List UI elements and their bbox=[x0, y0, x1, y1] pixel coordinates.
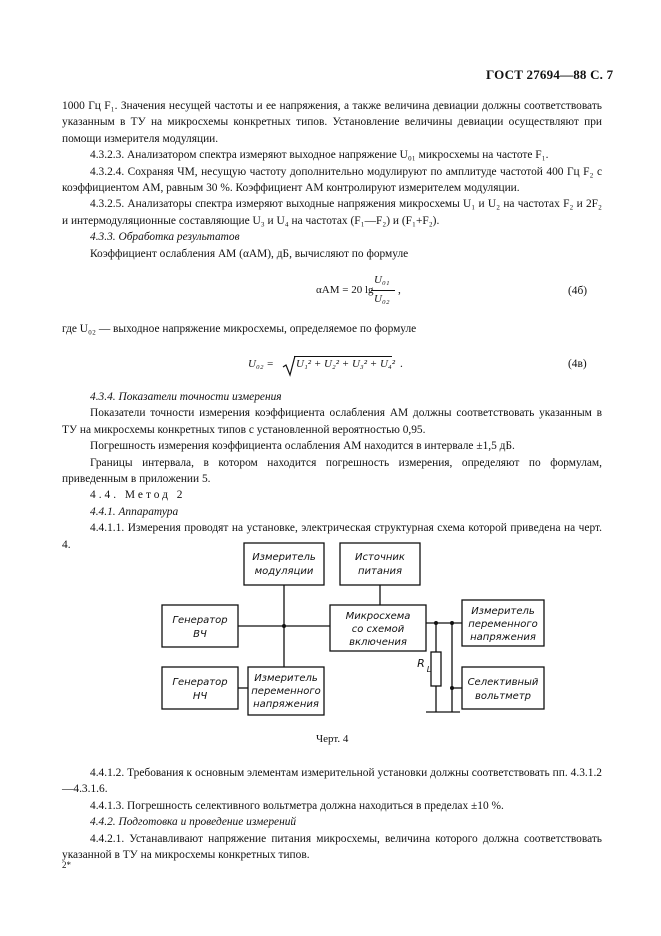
paragraph: 4.3.2.3. Анализатором спектра измеряют выходное напряжение U₀₁ микросхемы на частоте F₁. bbox=[90, 149, 549, 162]
label-ac-meter-right-2: переменного bbox=[468, 619, 538, 630]
label-power-source-2: питания bbox=[357, 566, 403, 577]
box-hf-generator bbox=[162, 605, 238, 647]
section-heading: 4.4. Метод 2 bbox=[90, 489, 186, 502]
label-resistor: R bbox=[417, 657, 425, 670]
paragraph: 4.4.2.1. Устанавливают напряжение питания микросхемы, величина которого должна соответствовать указанной в ТУ на микросхемы конкретных типов. bbox=[62, 832, 602, 862]
label-ac-meter-bottom-3: напряжения bbox=[253, 699, 319, 710]
equation-number: (4в) bbox=[568, 358, 587, 370]
section-heading: 4.4.2. Подготовка и проведение измерений bbox=[90, 816, 297, 829]
box-lf-generator bbox=[162, 667, 238, 709]
formula-lhs: U₀₂ = bbox=[248, 358, 274, 370]
paragraph: 4.3.2.4. Сохраняя ЧМ, несущую частоту дополнительно модулируют по амплитуде частотой 400 Гц F₂ с коэффициентом АМ, равным 30 %. Коэффициент АМ контролируют измерителем модуляции. bbox=[62, 165, 602, 195]
box-power-source bbox=[340, 543, 420, 585]
paragraph: 4.4.1.1. Измерения проводят на установке, электрическая структурная схема которой приведена на черт. 4. bbox=[62, 522, 602, 551]
formula-denominator: U₀₂ bbox=[374, 293, 390, 305]
label-hf-generator-2: ВЧ bbox=[193, 629, 207, 640]
formula-numerator: U₀₁ bbox=[374, 274, 390, 286]
paragraph: 4.4.1.3. Погрешность селективного вольтметра должна находиться в пределах ±10 %. bbox=[90, 799, 504, 812]
paragraph: Показатели точности измерения коэффициента ослабления АМ должны соответствовать указанным в ТУ на микросхемы конкретных типов с установленной вероятностью 0,95. bbox=[62, 407, 602, 436]
label-selective-voltmeter-1: Селективный bbox=[467, 677, 539, 688]
paragraph: Границы интервала, в котором находится погрешность измерения, определяют по формулам, приведенным в приложении 5. bbox=[62, 456, 602, 486]
formula-radicand: U₁² + U₂² + U₃² + U₄² bbox=[296, 358, 396, 370]
paragraph: Погрешность измерения коэффициента ослабления АМ находится в интервале ±1,5 дБ. bbox=[90, 440, 515, 453]
label-ac-meter-bottom-1: Измеритель bbox=[254, 673, 318, 684]
formula-lhs: αАМ = 20 lg bbox=[316, 284, 374, 296]
label-hf-generator-1: Генератор bbox=[172, 615, 228, 626]
page-footnote-mark: 2* bbox=[62, 860, 71, 870]
paragraph: 1000 Гц F₁. Значения несущей частоты и ее напряжения, а также величина девиации должны соответствовать указанным в ТУ на микросхемы конкретных типов. Установление величины девиации осуществляют при помощи измерителя модуляции. bbox=[62, 100, 602, 145]
label-selective-voltmeter-2: вольтметр bbox=[475, 691, 531, 702]
paragraph: 4.4.1.2. Требования к основным элементам измерительной установки должны соответствовать пп. 4.3.1.2—4.3.1.6. bbox=[62, 767, 602, 796]
text-block-bottom bbox=[62, 765, 602, 863]
label-lf-generator-1: Генератор bbox=[172, 677, 228, 688]
label-microcircuit-2: со схемой bbox=[351, 624, 405, 635]
label-ac-meter-bottom-2: переменного bbox=[251, 686, 321, 697]
label-power-source-1: Источник bbox=[355, 552, 405, 563]
formula-tail: , bbox=[398, 284, 401, 296]
label-modulation-meter-2: модуляции bbox=[254, 566, 314, 577]
section-heading: 4.3.3. Обработка результатов bbox=[90, 231, 240, 244]
figure-caption: Черт. 4 bbox=[316, 733, 349, 745]
page-header: ГОСТ 27694—88 С. 7 bbox=[486, 67, 614, 82]
paragraph: где U₀₂ — выходное напряжение микросхемы, определяемое по формуле bbox=[62, 323, 417, 335]
formula-tail: . bbox=[400, 358, 403, 370]
section-heading: 4.4.1. Аппаратура bbox=[90, 505, 179, 518]
section-heading: 4.3.4. Показатели точности измерения bbox=[90, 391, 282, 403]
label-ac-meter-right-1: Измеритель bbox=[471, 606, 535, 617]
paragraph: 4.3.2.5. Анализаторы спектра измеряют выходные напряжения микросхемы U₁ и U₂ на частотах F₂ и 2F₂ и интермодуляционные составляющие U₃ и U₄ на частотах (F₁—F₂) и (F₁+F₂). bbox=[62, 198, 602, 227]
box-selective-voltmeter bbox=[462, 667, 544, 709]
label-ac-meter-right-3: напряжения bbox=[470, 632, 536, 643]
label-microcircuit-3: включения bbox=[349, 637, 407, 648]
paragraph: Коэффициент ослабления АМ (αАМ), дБ, вычисляют по формуле bbox=[90, 247, 409, 260]
box-modulation-meter bbox=[244, 543, 324, 585]
label-resistor-sub: L bbox=[426, 665, 432, 674]
label-lf-generator-2: НЧ bbox=[192, 691, 208, 702]
equation-number: (4б) bbox=[568, 285, 588, 297]
label-microcircuit-1: Микросхема bbox=[345, 611, 411, 622]
label-modulation-meter-1: Измеритель bbox=[252, 552, 316, 563]
